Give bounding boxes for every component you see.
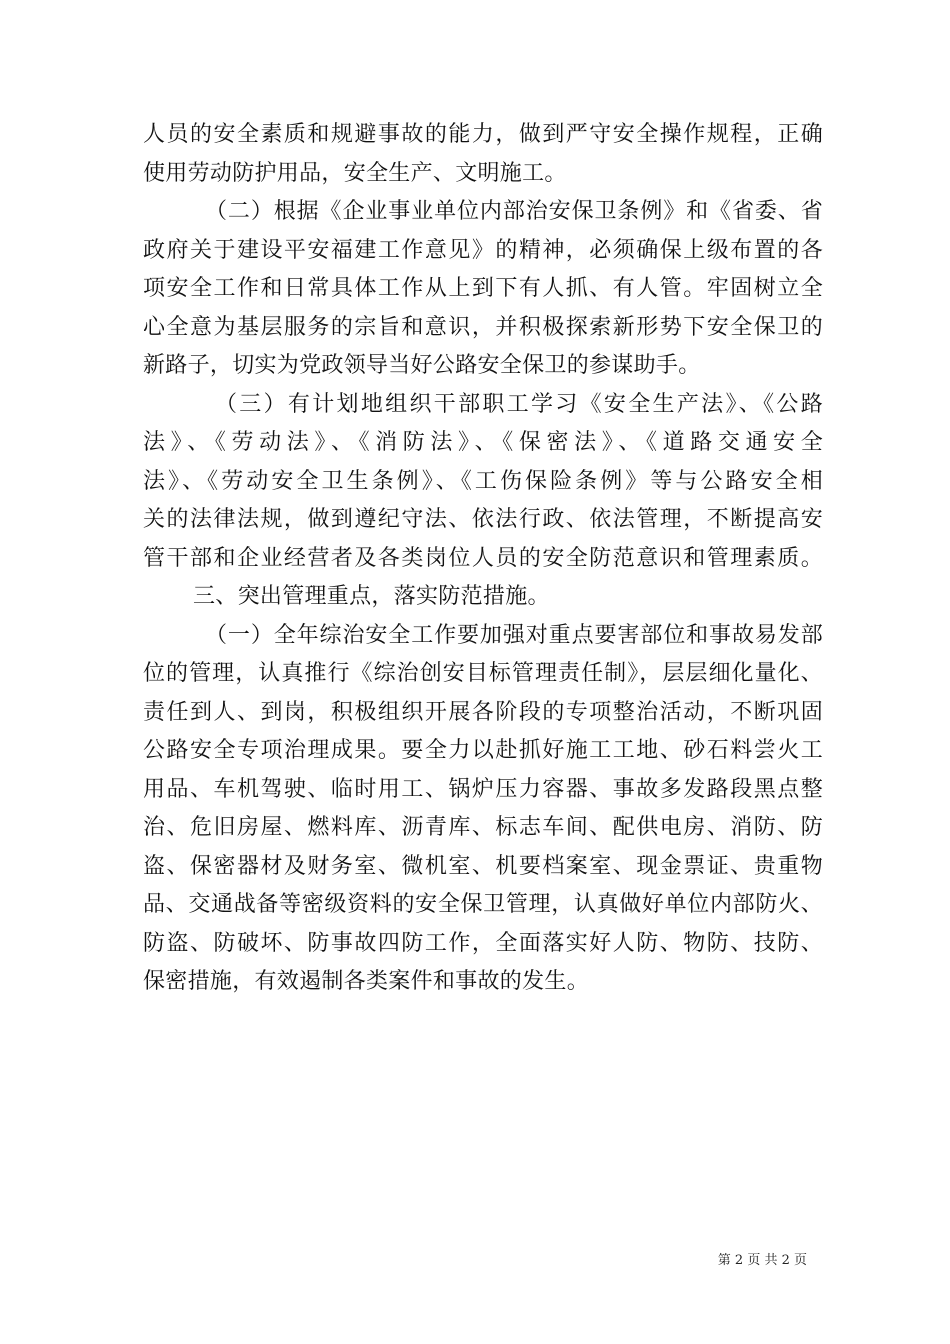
text-line: 保密措施，有效遏制各类案件和事故的发生。 — [143, 969, 590, 994]
text-line: 项安全工作和日常具体工作从上到下有人抓、有人管。牢固树立全 — [143, 276, 823, 301]
section-heading: 三、突出管理重点，落实防范措施。 — [193, 584, 550, 609]
text-line: 管干部和企业经营者及各类岗位人员的安全防范意识和管理素质。 — [143, 545, 823, 571]
page-number-footer: 第 2 页 共 2 页 — [717, 1253, 807, 1268]
text-line: 人员的安全素质和规避事故的能力，做到严守安全操作规程，正确 — [143, 122, 823, 147]
text-line: 新路子，切实为党政领导当好公路安全保卫的参谋助手。 — [143, 353, 701, 378]
text-line: 公路安全专项治理成果。要全力以赴抓好施工工地、砂石料尝火工 — [143, 738, 823, 763]
document-body — [143, 116, 823, 1002]
text-line: 用品、车机驾驶、临时用工、锅炉压力容器、事故多发路段黑点整 — [143, 776, 823, 802]
paragraph-start-line: （一）全年综治安全工作要加强对重点要害部位和事故易发部 — [205, 622, 823, 648]
text-line: 政府关于建设平安福建工作意见》的精神，必须确保上级布置的各 — [143, 237, 823, 263]
text-line: 位的管理，认真推行《综治创安目标管理责任制》，层层细化量化、 — [143, 661, 823, 686]
text-line: 治、危旧房屋、燃料库、沥青库、标志车间、配供电房、消防、防 — [143, 815, 823, 840]
text-line: 责任到人、到岗，积极组织开展各阶段的专项整治活动，不断巩固 — [143, 699, 823, 725]
text-line: 盗、保密器材及财务室、微机室、机要档案室、现金票证、贵重物 — [143, 853, 823, 879]
text-line: 关的法律法规，做到遵纪守法、依法行政、依法管理，不断提高安 — [143, 507, 823, 532]
text-line: 品、交通战备等密级资料的安全保卫管理，认真做好单位内部防火、 — [143, 892, 823, 917]
text-line: 法》、《劳动法》、《消防法》、《保密法》、《道路交通安全 — [143, 430, 823, 455]
text-line: 使用劳动防护用品，安全生产、文明施工。 — [143, 160, 567, 186]
paragraph-start-line: （三）有计划地组织干部职工学习《安全生产法》、《公路 — [215, 391, 823, 417]
text-line: 防盗、防破坏、防事故四防工作，全面落实好人防、物防、技防、 — [143, 930, 823, 956]
text-line: 法》、《劳动安全卫生条例》、《工伤保险条例》等与公路安全相 — [143, 468, 823, 494]
paragraph-start-line: （二）根据《企业事业单位内部治安保卫条例》和《省委、省 — [205, 199, 823, 224]
text-line: 心全意为基层服务的宗旨和意识，并积极探索新形势下安全保卫的 — [143, 314, 823, 340]
